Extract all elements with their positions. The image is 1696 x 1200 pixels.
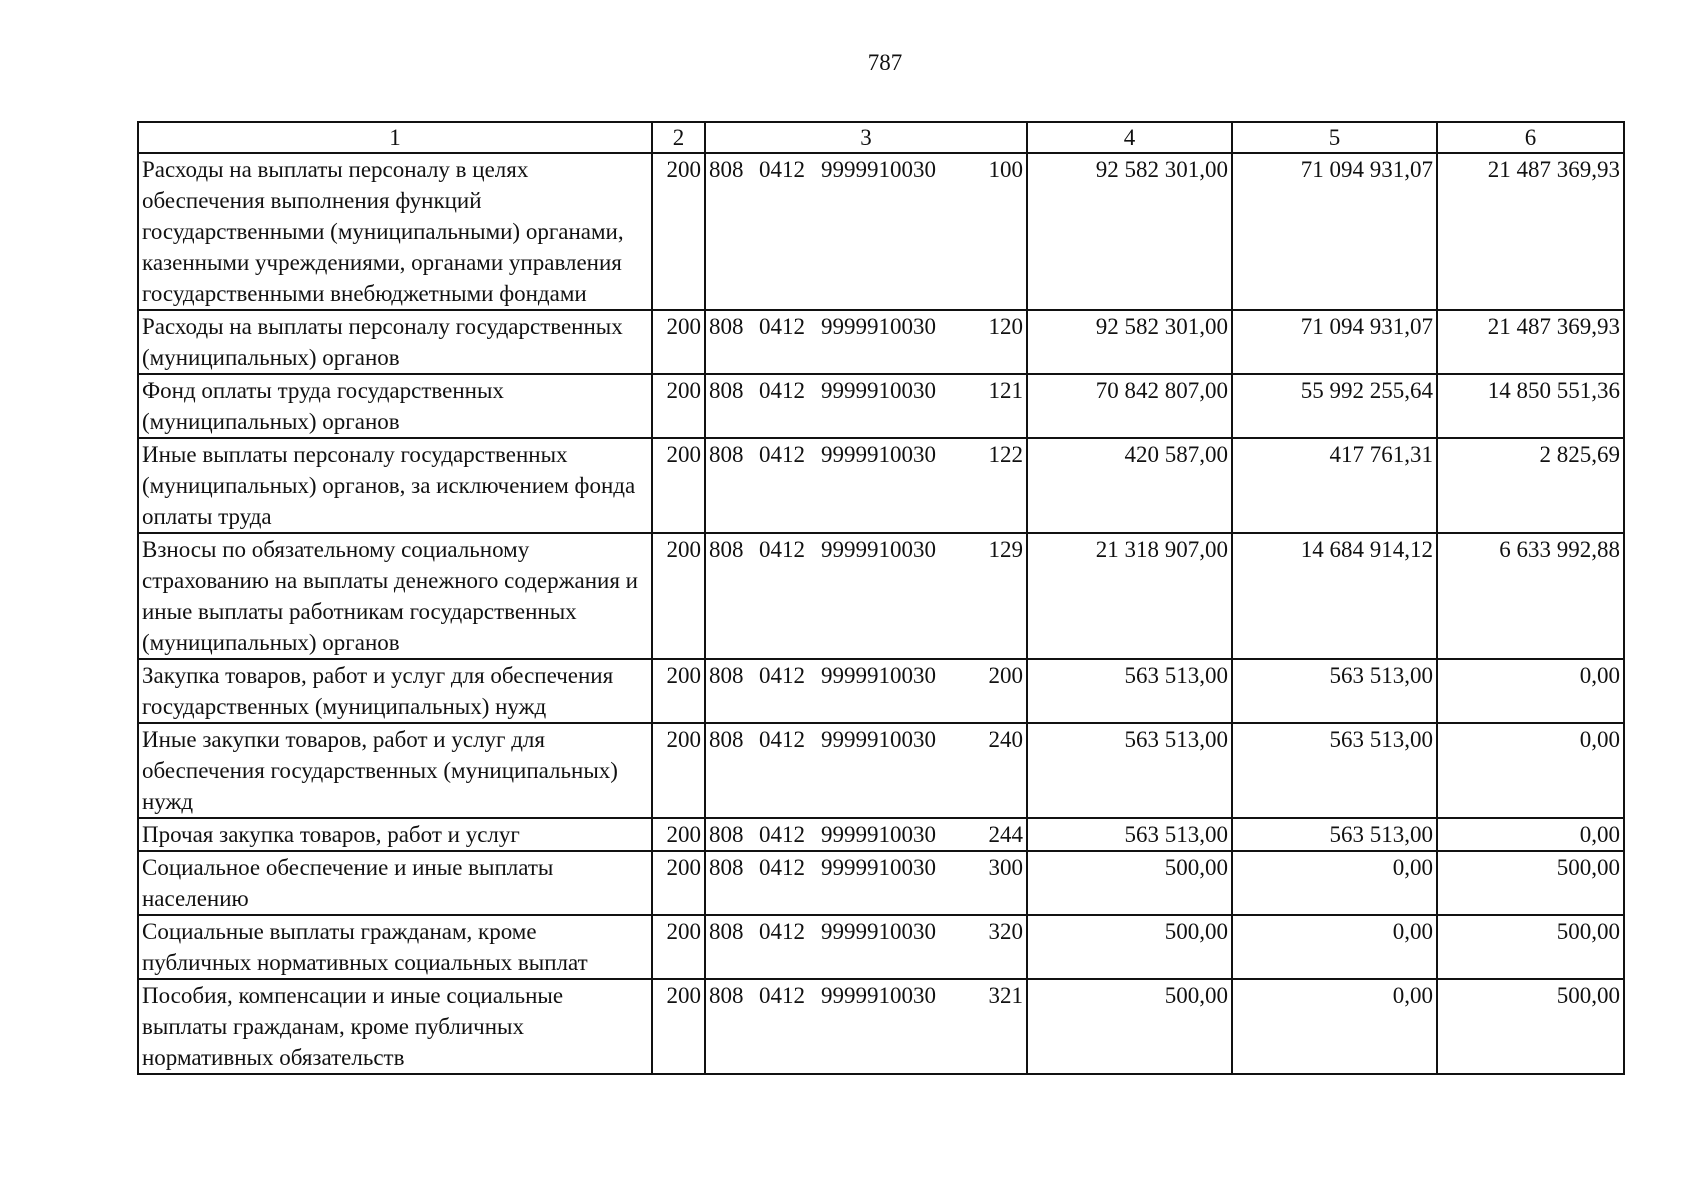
row-col2: 200 xyxy=(652,438,705,533)
row-col2: 200 xyxy=(652,723,705,818)
code-segment: 0412 xyxy=(759,157,805,182)
row-col4: 70 842 807,00 xyxy=(1027,374,1232,438)
code-segment: 9999910030 xyxy=(821,983,936,1008)
row-code xyxy=(705,723,1027,818)
code-segment: 121 xyxy=(988,378,1023,403)
code-segment: 0412 xyxy=(759,822,805,847)
row-col5: 55 992 255,64 xyxy=(1232,374,1437,438)
row-code xyxy=(705,818,1027,851)
column-header: 3 xyxy=(705,122,1027,153)
row-col6: 0,00 xyxy=(1437,818,1624,851)
code-segment: 240 xyxy=(988,727,1023,752)
row-col6: 0,00 xyxy=(1437,659,1624,723)
row-code xyxy=(705,659,1027,723)
row-col2: 200 xyxy=(652,979,705,1074)
row-col6: 500,00 xyxy=(1437,979,1624,1074)
table-row xyxy=(138,915,1624,979)
row-code xyxy=(705,310,1027,374)
row-name: Закупка товаров, работ и услуг для обеспечения государственных (муниципальных) нужд xyxy=(138,659,652,723)
code-segment: 244 xyxy=(988,822,1023,847)
code-segment: 321 xyxy=(988,983,1023,1008)
row-name: Фонд оплаты труда государственных (муниципальных) органов xyxy=(138,374,652,438)
row-col2: 200 xyxy=(652,915,705,979)
row-col2: 200 xyxy=(652,153,705,310)
table-row xyxy=(138,533,1624,659)
row-name: Пособия, компенсации и иные социальные выплаты гражданам, кроме публичных нормативных обязательств xyxy=(138,979,652,1074)
row-col6: 2 825,69 xyxy=(1437,438,1624,533)
header-row xyxy=(138,122,1624,153)
code-segment: 808 xyxy=(709,442,744,467)
row-code xyxy=(705,533,1027,659)
row-col6: 6 633 992,88 xyxy=(1437,533,1624,659)
code-segment: 0412 xyxy=(759,442,805,467)
table-row xyxy=(138,310,1624,374)
code-segment: 9999910030 xyxy=(821,663,936,688)
code-segment: 9999910030 xyxy=(821,919,936,944)
code-segment: 9999910030 xyxy=(821,822,936,847)
code-segment: 9999910030 xyxy=(821,378,936,403)
table-body xyxy=(138,153,1624,1074)
column-header: 5 xyxy=(1232,122,1437,153)
row-col4: 563 513,00 xyxy=(1027,659,1232,723)
row-name: Иные выплаты персоналу государственных (муниципальных) органов, за исключением фонда оплаты труда xyxy=(138,438,652,533)
code-segment: 808 xyxy=(709,855,744,880)
code-segment: 0412 xyxy=(759,663,805,688)
row-col6: 0,00 xyxy=(1437,723,1624,818)
column-header: 4 xyxy=(1027,122,1232,153)
row-col5: 0,00 xyxy=(1232,979,1437,1074)
row-code xyxy=(705,438,1027,533)
column-header: 1 xyxy=(138,122,652,153)
table-row xyxy=(138,153,1624,310)
row-name: Расходы на выплаты персоналу государственных (муниципальных) органов xyxy=(138,310,652,374)
code-segment: 808 xyxy=(709,822,744,847)
table-row xyxy=(138,374,1624,438)
row-col4: 500,00 xyxy=(1027,851,1232,915)
code-segment: 0412 xyxy=(759,919,805,944)
row-col4: 92 582 301,00 xyxy=(1027,153,1232,310)
code-segment: 808 xyxy=(709,983,744,1008)
code-segment: 122 xyxy=(988,442,1023,467)
table-row xyxy=(138,851,1624,915)
code-segment: 100 xyxy=(988,157,1023,182)
table-row xyxy=(138,723,1624,818)
row-code xyxy=(705,374,1027,438)
row-col2: 200 xyxy=(652,818,705,851)
code-segment: 0412 xyxy=(759,983,805,1008)
code-segment: 9999910030 xyxy=(821,314,936,339)
row-col4: 500,00 xyxy=(1027,979,1232,1074)
code-segment: 129 xyxy=(988,537,1023,562)
table-row xyxy=(138,659,1624,723)
code-segment: 300 xyxy=(988,855,1023,880)
row-col6: 500,00 xyxy=(1437,851,1624,915)
row-col5: 0,00 xyxy=(1232,915,1437,979)
row-name: Иные закупки товаров, работ и услуг для обеспечения государственных (муниципальных) нужд xyxy=(138,723,652,818)
row-col4: 563 513,00 xyxy=(1027,723,1232,818)
code-segment: 0412 xyxy=(759,378,805,403)
code-segment: 9999910030 xyxy=(821,157,936,182)
row-col5: 417 761,31 xyxy=(1232,438,1437,533)
page-number: 787 xyxy=(867,50,903,75)
table-row xyxy=(138,979,1624,1074)
code-segment: 808 xyxy=(709,919,744,944)
code-segment: 9999910030 xyxy=(821,442,936,467)
code-segment: 200 xyxy=(988,663,1023,688)
row-col2: 200 xyxy=(652,374,705,438)
code-segment: 808 xyxy=(709,663,744,688)
row-code xyxy=(705,153,1027,310)
table-row xyxy=(138,438,1624,533)
row-col2: 200 xyxy=(652,310,705,374)
code-segment: 0412 xyxy=(759,537,805,562)
code-segment: 808 xyxy=(709,537,744,562)
code-segment: 808 xyxy=(709,314,744,339)
code-segment: 9999910030 xyxy=(821,727,936,752)
code-segment: 9999910030 xyxy=(821,537,936,562)
row-name: Социальное обеспечение и иные выплаты населению xyxy=(138,851,652,915)
row-name: Расходы на выплаты персоналу в целях обеспечения выполнения функций государственными (муниципальными) органами, казенными учреждениями, органами управления государственными внебюджетными фондами xyxy=(138,153,652,310)
row-col2: 200 xyxy=(652,659,705,723)
code-segment: 808 xyxy=(709,727,744,752)
code-segment: 320 xyxy=(988,919,1023,944)
column-header: 2 xyxy=(652,122,705,153)
row-name: Социальные выплаты гражданам, кроме публичных нормативных социальных выплат xyxy=(138,915,652,979)
row-col5: 563 513,00 xyxy=(1232,818,1437,851)
row-col5: 71 094 931,07 xyxy=(1232,310,1437,374)
row-col4: 420 587,00 xyxy=(1027,438,1232,533)
row-col6: 21 487 369,93 xyxy=(1437,310,1624,374)
row-col5: 563 513,00 xyxy=(1232,723,1437,818)
budget-table xyxy=(137,121,1625,1075)
code-segment: 808 xyxy=(709,378,744,403)
code-segment: 0412 xyxy=(759,855,805,880)
code-segment: 0412 xyxy=(759,727,805,752)
code-segment: 9999910030 xyxy=(821,855,936,880)
row-col5: 14 684 914,12 xyxy=(1232,533,1437,659)
code-segment: 0412 xyxy=(759,314,805,339)
row-col4: 92 582 301,00 xyxy=(1027,310,1232,374)
row-col4: 500,00 xyxy=(1027,915,1232,979)
table-row xyxy=(138,818,1624,851)
row-col6: 21 487 369,93 xyxy=(1437,153,1624,310)
row-col5: 563 513,00 xyxy=(1232,659,1437,723)
row-col4: 563 513,00 xyxy=(1027,818,1232,851)
row-col5: 71 094 931,07 xyxy=(1232,153,1437,310)
row-col2: 200 xyxy=(652,851,705,915)
row-name: Прочая закупка товаров, работ и услуг xyxy=(138,818,652,851)
row-name: Взносы по обязательному социальному страхованию на выплаты денежного содержания и иные выплаты работникам государственных (муниципальных) органов xyxy=(138,533,652,659)
row-col5: 0,00 xyxy=(1232,851,1437,915)
row-col6: 14 850 551,36 xyxy=(1437,374,1624,438)
code-segment: 808 xyxy=(709,157,744,182)
column-header: 6 xyxy=(1437,122,1624,153)
row-col4: 21 318 907,00 xyxy=(1027,533,1232,659)
code-segment: 120 xyxy=(988,314,1023,339)
row-col2: 200 xyxy=(652,533,705,659)
row-code xyxy=(705,979,1027,1074)
row-code xyxy=(705,851,1027,915)
row-code xyxy=(705,915,1027,979)
row-col6: 500,00 xyxy=(1437,915,1624,979)
